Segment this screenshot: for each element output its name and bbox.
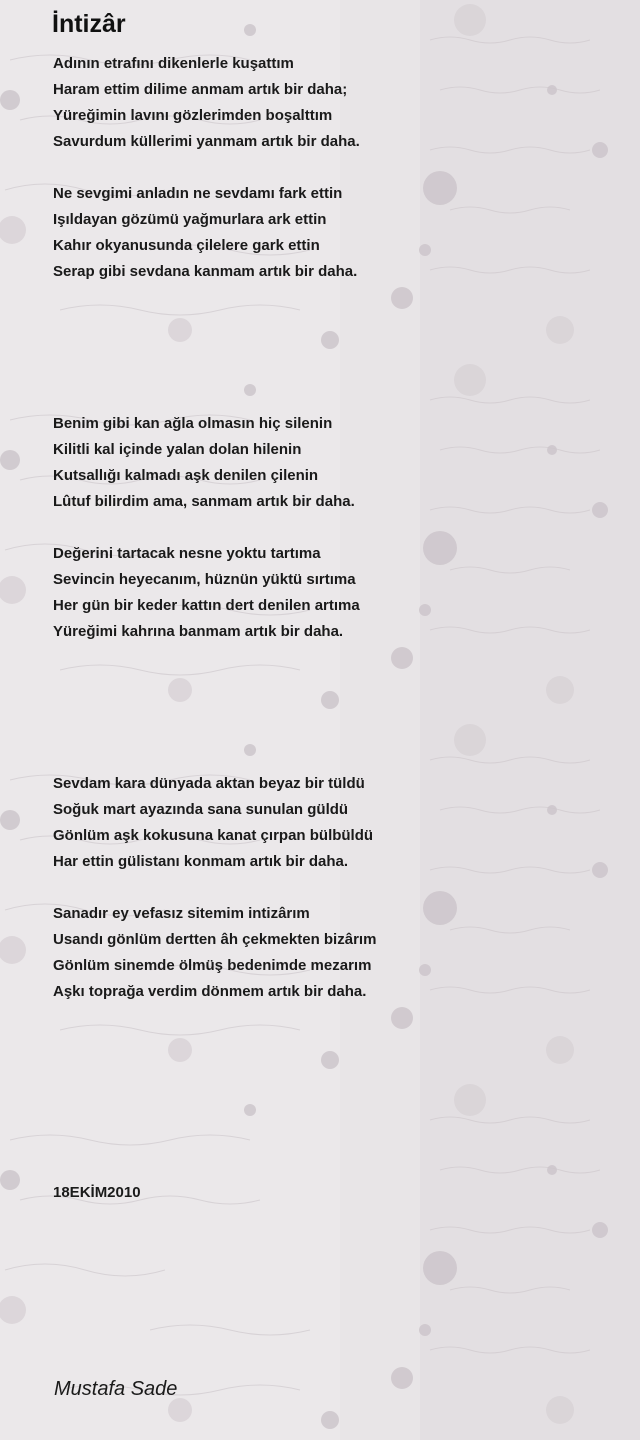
poem-line: Yüreğimi kahrına banmam artık bir daha. xyxy=(53,623,344,640)
poem-line: Adının etrafını dikenlerle kuşattım xyxy=(53,55,294,72)
poem-line: Kilitli kal içinde yalan dolan hilenin xyxy=(53,441,302,458)
poem-line: Sevdam kara dünyada aktan beyaz bir tüldü xyxy=(53,775,365,792)
poem-line: Kahır okyanusunda çilelere gark ettin xyxy=(53,237,320,254)
poem-line: Har ettin gülistanı konmam artık bir daha. xyxy=(53,853,349,870)
stanza-6 xyxy=(53,901,376,1005)
poem-line: Değerini tartacak nesne yoktu tartıma xyxy=(53,545,321,562)
poem-line: Haram ettim dilime anmam artık bir daha; xyxy=(53,81,348,98)
stanza-2 xyxy=(53,181,357,285)
poem-line: Soğuk mart ayazında sana sunulan güldü xyxy=(53,801,349,818)
poem-line: Sevincin heyecanım, hüznün yüktü sırtıma xyxy=(53,571,356,588)
poem-line: Serap gibi sevdana kanmam artık bir daha. xyxy=(53,263,358,280)
author-signature: Mustafa Sade xyxy=(54,1378,178,1400)
poem-line: Ne sevgimi anladın ne sevdamı fark ettin xyxy=(53,185,343,202)
poem-line: Lûtuf bilirdim ama, sanmam artık bir daha. xyxy=(53,493,355,510)
stanza-5 xyxy=(53,771,373,875)
poem-line: Aşkı toprağa verdim dönmem artık bir daha. xyxy=(53,983,367,1000)
poem-line: Savurdum küllerimi yanmam artık bir daha. xyxy=(53,133,360,150)
poem-line: Kutsallığı kalmadı aşk denilen çilenin xyxy=(53,467,319,484)
poem-date: 18EKİM2010 xyxy=(53,1184,141,1201)
poem-line: Işıldayan gözümü yağmurlara ark ettin xyxy=(53,211,327,228)
poem-line: Gönlüm aşk kokusuna kanat çırpan bülbüldü xyxy=(53,827,374,844)
poem-line: Sanadır ey vefasız sitemim intizârım xyxy=(53,905,310,922)
poem-line: Yüreğimin lavını gözlerimden boşalttım xyxy=(53,107,333,124)
stanza-4 xyxy=(53,541,360,645)
poem-line: Gönlüm sinemde ölmüş bedenimde mezarım xyxy=(53,957,372,974)
poem-line: Her gün bir keder kattın dert denilen artıma xyxy=(53,597,360,614)
stanza-3 xyxy=(53,411,355,515)
stanza-1 xyxy=(53,51,360,155)
poem-line: Usandı gönlüm dertten âh çekmekten bizârım xyxy=(53,931,377,948)
poem-title: İntizâr xyxy=(52,10,126,38)
poem-line: Benim gibi kan ağla olmasın hiç silenin xyxy=(53,415,333,432)
